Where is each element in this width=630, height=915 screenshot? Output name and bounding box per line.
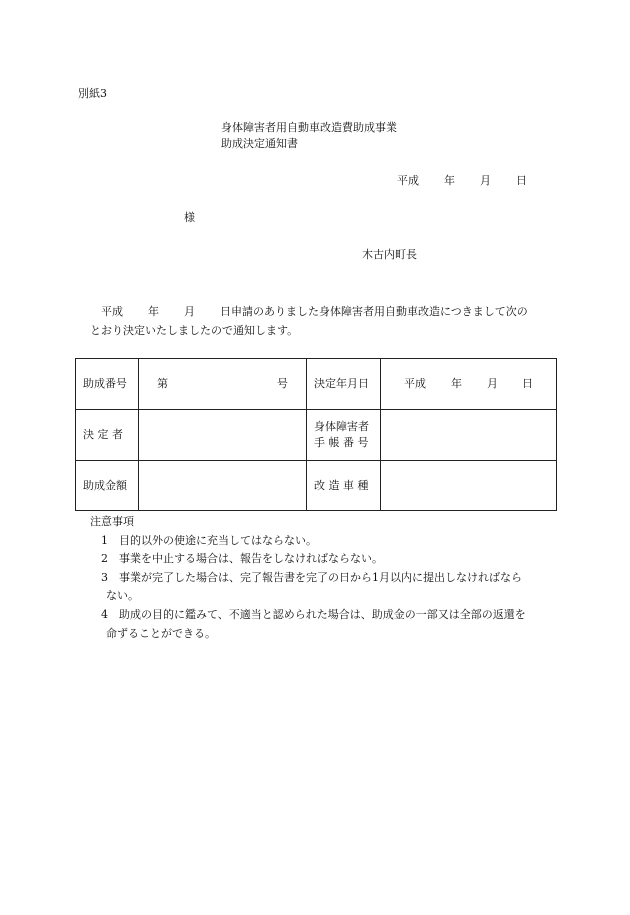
decision-date-label: 決定年月日 xyxy=(314,377,369,390)
decision-date-era: 平成 xyxy=(404,377,426,390)
document-title-line1: 身体障害者用自動車改造費助成事業 xyxy=(221,121,397,134)
decision-date-year: 年 xyxy=(451,377,462,390)
date-era: 平成 xyxy=(397,174,419,187)
table-row-divider xyxy=(75,409,557,410)
subsidy-number-suffix: 号 xyxy=(277,377,288,390)
table-col-divider xyxy=(138,358,139,511)
table-border-top xyxy=(75,358,557,359)
notes-heading: 注意事項 xyxy=(90,515,134,528)
table-border-bottom xyxy=(75,510,557,511)
note-text: 事業を中止する場合は、報告をしなければならない。 xyxy=(119,552,383,565)
recipient-suffix: 様 xyxy=(184,211,195,224)
handbook-number-label-line2: 手 帳 番 号 xyxy=(314,436,369,449)
note-text-continuation: ない。 xyxy=(106,589,139,602)
body-month: 月 xyxy=(184,305,195,318)
body-line2: とおり決定いたしましたので通知します。 xyxy=(90,324,299,337)
note-number: 4 xyxy=(101,608,108,621)
note-number: 3 xyxy=(101,571,108,584)
annex-label: 別紙3 xyxy=(78,87,107,100)
note-text: 目的以外の使途に充当してはならない。 xyxy=(119,534,317,547)
decided-person-label: 決 定 者 xyxy=(83,428,123,441)
handbook-number-label-line1: 身体障害者 xyxy=(314,420,369,433)
document-title-line2: 助成決定通知書 xyxy=(221,137,298,150)
table-col-divider xyxy=(380,358,381,511)
note-number: 2 xyxy=(101,552,108,565)
note-number: 1 xyxy=(101,534,108,547)
date-year: 年 xyxy=(444,174,455,187)
decision-date-month: 月 xyxy=(487,377,498,390)
body-line1: 日申請のありました身体障害者用自動車改造につきまして次の xyxy=(220,305,528,318)
table-col-divider xyxy=(306,358,307,511)
body-era: 平成 xyxy=(101,305,123,318)
body-year: 年 xyxy=(148,305,159,318)
note-text: 事業が完了した場合は、完了報告書を完了の日から1月以内に提出しなければなら xyxy=(119,571,522,584)
subsidy-amount-label: 助成金額 xyxy=(83,479,127,492)
issuer: 木古内町長 xyxy=(362,248,417,261)
table-border-right xyxy=(556,358,557,511)
note-text: 助成の目的に鑑みて、不適当と認められた場合は、助成金の一部又は全部の返還を xyxy=(119,608,526,621)
table-row-divider xyxy=(75,460,557,461)
modified-vehicle-type-label: 改 造 車 種 xyxy=(314,479,369,492)
note-text-continuation: 命ずることができる。 xyxy=(106,627,216,640)
subsidy-number-prefix: 第 xyxy=(157,377,168,390)
subsidy-number-label: 助成番号 xyxy=(83,377,127,390)
date-day: 日 xyxy=(516,174,527,187)
decision-date-day: 日 xyxy=(522,377,533,390)
date-month: 月 xyxy=(480,174,491,187)
table-border-left xyxy=(75,358,76,511)
